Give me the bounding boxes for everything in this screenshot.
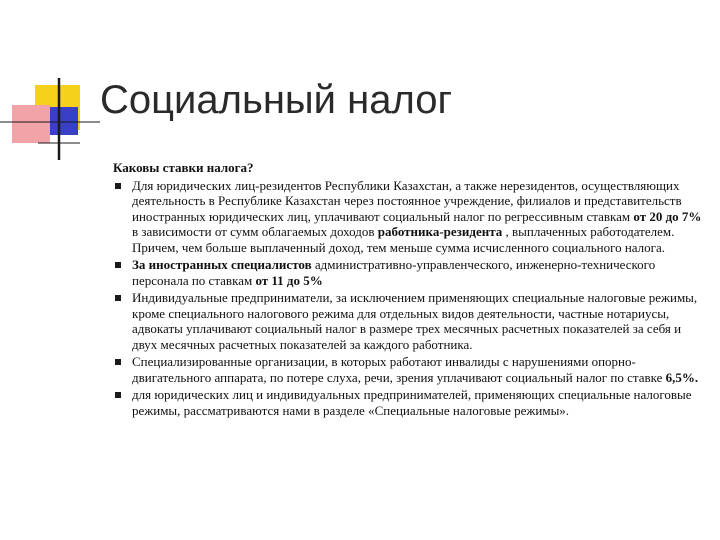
list-item [113,178,703,256]
square-bullet-icon [115,359,121,365]
square-bullet-icon [115,262,121,268]
item-text: административно-управленческого, инженерно-технического персонала по ставкам [132,257,656,288]
square-bullet-icon [115,392,121,398]
slide-title: Социальный налог [100,78,453,122]
slide-body [113,160,703,420]
list-item [113,257,703,288]
list-item [113,354,703,385]
item-text: для юридических лиц и индивидуальных предпринимателей, применяющих специальные налоговые режимы, рассматриваются нами в разделе «Специальные налоговые режимы». [132,387,692,418]
blue-square [50,107,78,135]
item-text: Индивидуальные предприниматели, за исключением применяющих специальные налоговые режимы, кроме специального налогового режима для отдельных видов деятельности, частные нотариусы, адвокаты уплачивают социальный налог в размере трех месячных расчетных показателей за себя и двух месячных расчетных показателей за каждого работника. [132,290,698,352]
item-bold-text: от 11 до 5% [255,272,323,288]
square-bullet-icon [115,183,121,189]
item-bold-text: 6,5%. [665,369,699,385]
question-heading: Каковы ставки налога? [113,160,254,175]
item-bold-text: За иностранных специалистов [132,257,312,272]
pink-square [12,105,50,143]
item-text: Для юридических лиц-резидентов Республики Казахстан, а также нерезидентов, осуществляющих деятельность в Республике Казахстан через постоянное учреждение, филиалов и представительств иностранных юридических лиц, уплачивают социальный налог по регрессивным ставкам [132,177,682,224]
item-text: в зависимости от сумм облагаемых доходов [132,224,378,239]
bullet-list [113,178,703,419]
item-text: Специализированные организации, в которых работают инвалиды с нарушениями опорно-двигательного аппарата, по потере слуха, речи, зрения уплачивают социальный налог по ставке [132,354,666,385]
item-bold-text: от 20 до 7% [633,208,702,224]
list-item [113,387,703,418]
square-bullet-icon [115,295,121,301]
item-text: , выплаченных работодателем. Причем, чем больше выплаченный доход, тем меньше сумма исчисленного социального налога. [132,224,675,255]
item-bold-text: работника-резидента [377,224,503,239]
list-item [113,290,703,352]
decorative-squares [0,0,100,170]
